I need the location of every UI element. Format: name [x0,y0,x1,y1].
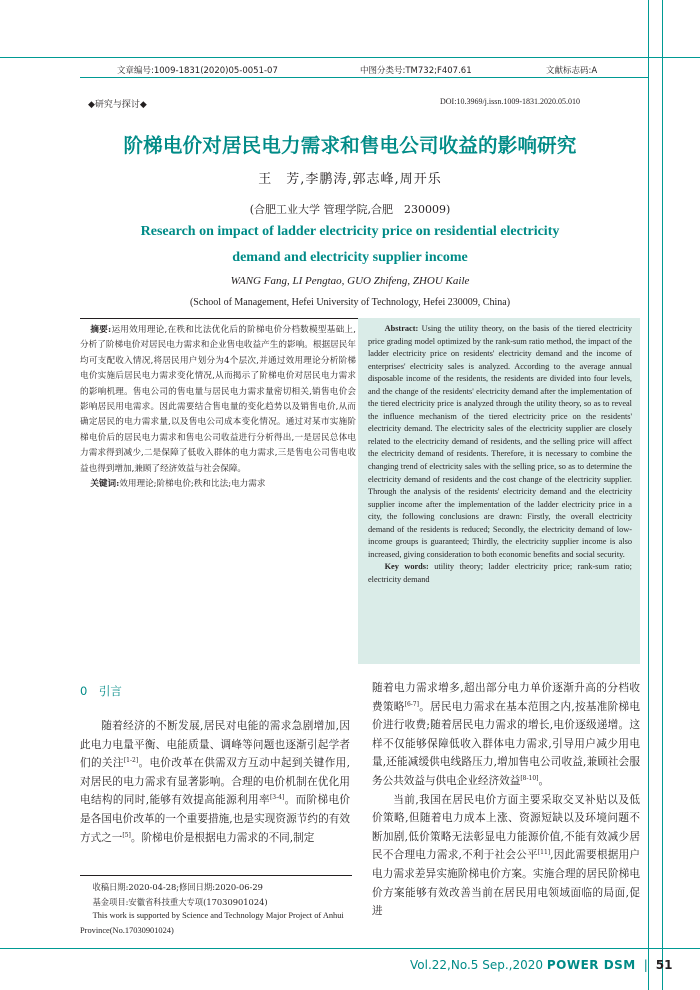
paragraph-1 [80,717,350,847]
keywords-cn-label: 关键词: [90,479,120,490]
page-footer [410,958,673,972]
footnote-fund: 基金项目:安徽省科技重大专项(17030901024) [92,896,268,907]
affiliation-chinese: (合肥工业大学 管理学院,合肥 230009) [249,203,451,216]
footnote-english: This work is supported by Science and Technology Major Project of Anhui Province(No.17030901024) [80,911,344,935]
r1-text-c: 。 [538,774,550,787]
r1-text-a: 随着电力需求增多,超出部分电力单价逐渐升高的分档收费策略 [372,682,640,713]
abstract-chinese [80,323,356,492]
keywords-cn: 效用理论;阶梯电价;秩和比法;电力需求 [119,479,266,490]
citation-3: [5] [122,831,131,839]
authors-english: WANG Fang, LI Pengtao, GUO Zhifeng, ZHOU Kaile [230,275,470,287]
abstract-english-box [358,318,640,664]
citation-5: [8-10] [520,774,539,782]
footer-rule [0,948,700,949]
abstract-cn-label: 摘要: [90,325,112,335]
keywords-en: utility theory; ladder electricity price; rank-sum ratio; electricity demand [368,562,632,584]
citation-4: [6-7] [404,700,419,708]
title-english-line2: demand and electricity supplier income [232,250,468,265]
authors-chinese: 王 芳,李鹏涛,郭志峰,周开乐 [258,172,442,187]
abstract-en-label: Abstract: [384,324,419,333]
header-bottom-rule [80,77,648,78]
body-right-column [372,679,640,921]
affiliation-english: (School of Management, Hefei University of Technology, Hefei 230009, China) [189,297,511,308]
doi: DOI:10.3969/j.issn.1009-1831.2020.05.010 [440,97,580,106]
r2-text-b: ,因此需要根据用户电力需求差异实施阶梯电价方案。实施合理的居民阶梯电价方案能够有效改善当前在居民用电领域面临的局面,促进 [372,849,640,918]
article-number: 文章编号:1009-1831(2020)05-0051-07 [117,66,278,76]
keywords-en-label: Key words: [384,562,429,572]
paragraph-2 [372,791,640,921]
body-left-column [80,717,350,847]
abstract-top-rule [80,318,358,319]
abstract-en-text: Using the utility theory, on the basis of the tiered electricity price grading model optimized by the rank-sum ratio method, the impact of the ladder electricity price on residents' electricity demand and the income of enterprises' electricity sales is analyzed. According to the average annual disposable income of the residents, the residents are divided into four levels, and the change of the residents' electricity demand after the implementation of the tiered electricity price is analyzed through the utility theory, so as to reveal the influence mechanism of the tiered electricity price on the residents' electricity demand. The electricity sales of the electricity supplier are closely related to the electricity demand of residents, and the selling price will affect the electricity demand of residents. Therefore, it is necessary to combine the changing trend of electricity sales with the selling price, so as to determine the electricity demand of residents and the cost change of the electricity supplier. Through the analysis of the residents' electricity demand and the electricity supplier income after the implementation of the ladder electricity price in a city, the following conclusions are drawn: Firstly, the overall electricity demand of the residents is reduced; Secondly, the electricity demand of low-income groups is guaranteed; Thirdly, the electricity supplier income is also increased, giving consideration to both economic benefits and social security. [368,324,632,559]
r2-text-a: 当前,我国在居民电价方面主要采取交叉补贴以及低价策略,但随着电力成本上涨、资源短缺以及环境问题不断加剧,低价策略无法彰显电力能源价值,不能有效减少居民不合理电力需求,不利于社会公平 [372,793,640,862]
issue-info: Vol.22,No.5 Sep.,2020 [410,958,544,972]
footnote [80,880,352,938]
abstract-cn-text: 运用效用理论,在秩和比法优化后的阶梯电价分档数模型基础上,分析了阶梯电价对居民电力需求和企业售电收益产生的影响。根据居民年均可支配收入情况,将居民用户划分为4个层次,并通过效用理论分析阶梯电价实施后居民电力需求变化情况,从而揭示了阶梯电价对居民电力需求的影响机理。售电公司的售电量与居民电力需求量密切相关,销售电价会影响居民用电需求。因此需要结合售电量的变化趋势以及销售电价,从而确定居民的电力需求量,以及售电公司成本变化情况。通过对某市实施阶梯电价后的居民电力需求和售电公司收益进行分析得出,一是居民总体电力需求得到减少,二是保障了低收入群体的电力需求,三是售电公司售电收益也得到增加,兼顾了经济效益与社会保障。 [80,325,356,474]
p1-text-a: 随着经济的不断发展,居民对电能的需求急剧增加,因此电力电量平衡、电能质量、调峰等问题也逐渐引起学者们的关注 [80,720,350,770]
p1-text-c: 。而阶梯电价是各国电价改革的一个重要措施,也是实现资源节约的有效方式之一 [80,794,350,844]
title-chinese: 阶梯电价对居民电力需求和售电公司收益的影响研究 [123,134,577,157]
section-heading: 0 引言 [80,684,122,698]
title-english-line1: Research on impact of ladder electricity price on residential electricity [140,224,560,239]
citation-1: [1-2] [123,757,139,765]
footnote-dates: 收稿日期:2020-04-28;修回日期:2020-06-29 [92,882,263,892]
footer-separator: | [643,958,648,972]
p1-text-d: 。阶梯电价是根据电力需求的不同,制定 [130,831,315,844]
citation-6: [11] [537,849,551,857]
document-code: 文献标志码:A [546,66,598,76]
journal-brand: POWER DSM [546,958,636,972]
section-tag: ◆研究与探讨◆ [88,100,147,110]
r1-text-b: 。居民电力需求在基本范围之内,按基准阶梯电价进行收费;随着居民电力需求的增长,电价逐级递增。这样不仅能够保障低收入群体电力需求,引导用户减少用电量,还能减缓供电线路压力,增加售电公司收益,兼顾社会服务公共效益与供电企业经济效益 [372,700,640,787]
page-number: 51 [655,958,673,972]
header-rule [0,57,700,58]
class-number: 中图分类号:TM732;F407.61 [360,66,472,76]
paragraph-1-continued [372,679,640,791]
citation-2: [3-4] [269,794,285,802]
p1-text-b: 。电价改革在供需双方互动中起到关键作用,对居民的电力需求有显著影响。合理的电价机制在优化用电结构的同时,能够有效提高能源利用率 [80,757,350,807]
footnote-rule [80,875,352,876]
